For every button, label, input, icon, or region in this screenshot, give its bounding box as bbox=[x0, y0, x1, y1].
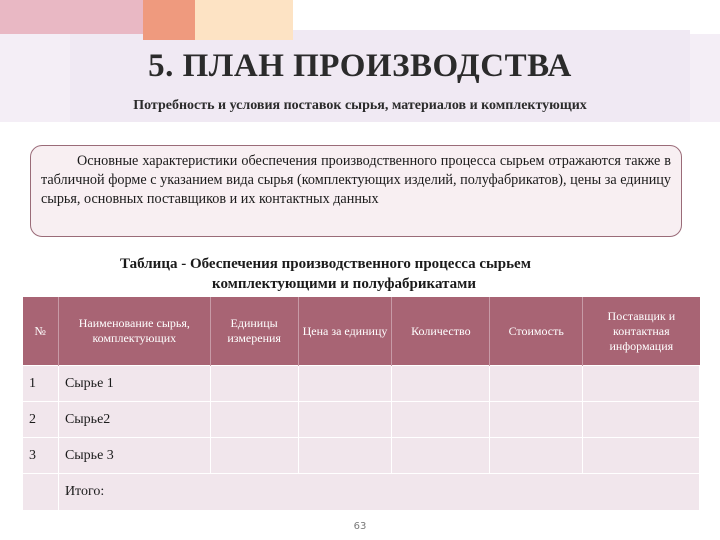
table-total-row bbox=[23, 474, 700, 511]
table-row bbox=[23, 402, 700, 438]
description-callout bbox=[30, 145, 682, 237]
cell-units[interactable] bbox=[210, 366, 298, 402]
cell-price[interactable] bbox=[298, 402, 392, 438]
table-row bbox=[23, 438, 700, 474]
header-price: Цена за единицу bbox=[298, 297, 392, 366]
cell-units[interactable] bbox=[210, 402, 298, 438]
cell-quantity[interactable] bbox=[392, 438, 490, 474]
cell-supplier[interactable] bbox=[583, 402, 700, 438]
decor-block-mauve bbox=[0, 0, 143, 34]
table-caption bbox=[120, 254, 660, 294]
cell-quantity[interactable] bbox=[392, 366, 490, 402]
cell-cost[interactable] bbox=[490, 366, 583, 402]
table-caption-line2: комплектующими и полуфабрикатами bbox=[212, 276, 476, 292]
header-cost: Стоимость bbox=[490, 297, 583, 366]
cell-cost[interactable] bbox=[490, 402, 583, 438]
page-number: 63 bbox=[353, 521, 367, 532]
header-quantity: Количество bbox=[392, 297, 490, 366]
row-name: Сырье2 bbox=[58, 402, 210, 438]
row-num: 1 bbox=[23, 366, 59, 402]
row-num: 2 bbox=[23, 402, 59, 438]
header-supplier: Поставщик и контактная информация bbox=[583, 297, 700, 366]
header-num: № bbox=[23, 297, 59, 366]
description-text: Основные характеристики обеспечения производственного процесса сырьем отражаются также в табличной форме с указанием вида сырья (комплектующих изделий, полуфабрикатов), цены за единицу сырья, основных поставщиков и их контактных данных bbox=[41, 153, 671, 207]
row-name: Сырье 1 bbox=[58, 366, 210, 402]
cell-price[interactable] bbox=[298, 438, 392, 474]
cell-units[interactable] bbox=[210, 438, 298, 474]
header-name: Наименование сырья, комплектующих bbox=[58, 297, 210, 366]
page-subtitle: Потребность и условия поставок сырья, материалов и комплектующих bbox=[133, 98, 587, 113]
decor-block-salmon bbox=[143, 0, 195, 40]
cell-supplier[interactable] bbox=[583, 438, 700, 474]
row-name: Сырье 3 bbox=[58, 438, 210, 474]
cell-cost[interactable] bbox=[490, 438, 583, 474]
table-row bbox=[23, 366, 700, 402]
table-caption-line1: Таблица - Обеспечения производственного процесса сырьем bbox=[120, 256, 531, 272]
row-num: 3 bbox=[23, 438, 59, 474]
total-spacer bbox=[23, 474, 59, 511]
total-label: Итого: bbox=[58, 474, 699, 511]
decor-block-peach bbox=[195, 0, 293, 40]
cell-supplier[interactable] bbox=[583, 366, 700, 402]
header-units: Единицы измерения bbox=[210, 297, 298, 366]
cell-price[interactable] bbox=[298, 366, 392, 402]
table-header-row bbox=[23, 297, 700, 366]
page-title: 5. ПЛАН ПРОИЗВОДСТВА bbox=[148, 48, 572, 84]
cell-quantity[interactable] bbox=[392, 402, 490, 438]
supply-table bbox=[22, 297, 700, 511]
